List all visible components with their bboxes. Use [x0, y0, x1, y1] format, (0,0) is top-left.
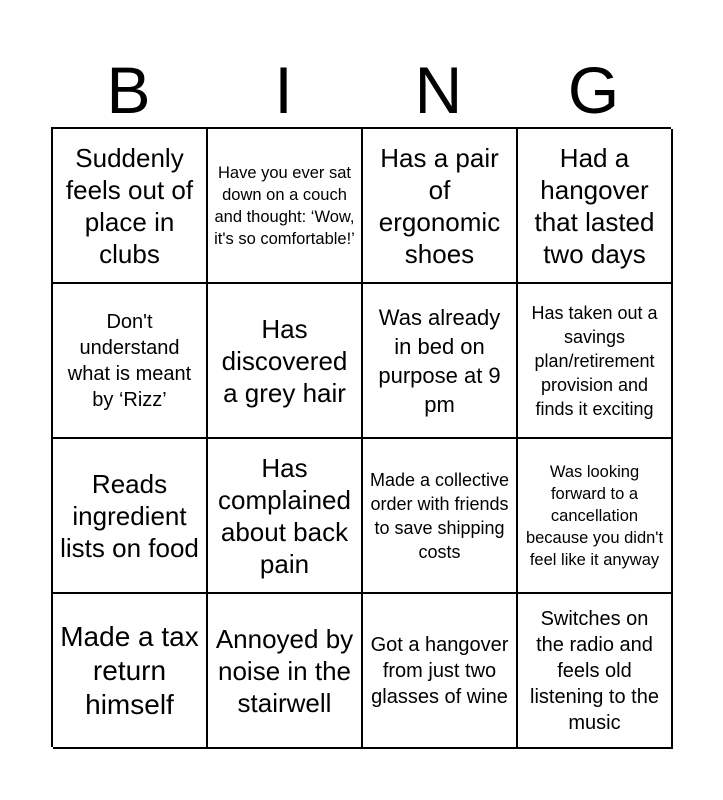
bingo-cell[interactable]: [518, 284, 673, 439]
bingo-cell-text: Was looking forward to a cancellation because you didn't feel like it anyway: [525, 462, 664, 569]
bingo-cell[interactable]: [53, 439, 208, 594]
bingo-cell[interactable]: [208, 129, 363, 284]
bingo-cell[interactable]: [363, 284, 518, 439]
bingo-cell[interactable]: [208, 439, 363, 594]
bingo-cell-text: Made a tax return himself: [60, 620, 199, 720]
bingo-cell-text: Has a pair of ergonomic shoes: [378, 142, 501, 269]
bingo-cell-text: Have you ever sat down on a couch and thought: ‘Wow, it's so comfortable!’: [214, 163, 355, 248]
bingo-cell-text: Switches on the radio and feels old listening to the music: [530, 607, 659, 734]
bingo-cell[interactable]: [53, 284, 208, 439]
bingo-cell[interactable]: [363, 439, 518, 594]
bingo-cell[interactable]: [53, 129, 208, 284]
bingo-card-grid: [51, 127, 671, 747]
bingo-cell-text: Got a hangover from just two glasses of wine: [370, 633, 509, 708]
bingo-cell[interactable]: [518, 594, 673, 749]
bingo-cell[interactable]: [518, 129, 673, 284]
header-letter-g: G: [567, 53, 620, 127]
bingo-cell-text: Has complained about back pain: [218, 452, 351, 579]
bingo-cell-text: Annoyed by noise in the stairwell: [215, 623, 354, 718]
bingo-cell[interactable]: [518, 439, 673, 594]
bingo-cell-text: Was already in bed on purpose at 9 pm: [378, 304, 501, 417]
bingo-cell-text: Suddenly feels out of place in clubs: [65, 142, 194, 269]
bingo-cell-text: Reads ingredient lists on food: [60, 468, 199, 563]
bingo-cell-text: Don't understand what is meant by ‘Rizz’: [67, 310, 192, 411]
bingo-header: [51, 52, 671, 127]
bingo-cell[interactable]: [53, 594, 208, 749]
bingo-cell[interactable]: [363, 129, 518, 284]
header-letter-n: N: [414, 53, 463, 127]
header-letter-i: I: [274, 53, 293, 127]
bingo-cell-text: Had a hangover that lasted two days: [534, 142, 655, 269]
header-letter-b: B: [106, 53, 151, 127]
bingo-cell[interactable]: [208, 594, 363, 749]
bingo-cell[interactable]: [208, 284, 363, 439]
bingo-cell-text: Has taken out a savings plan/retirement provision and finds it exciting: [531, 302, 658, 419]
bingo-cell[interactable]: [363, 594, 518, 749]
bingo-cell-text: Made a collective order with friends to save shipping costs: [369, 469, 510, 562]
bingo-cell-text: Has discovered a grey hair: [221, 313, 348, 408]
